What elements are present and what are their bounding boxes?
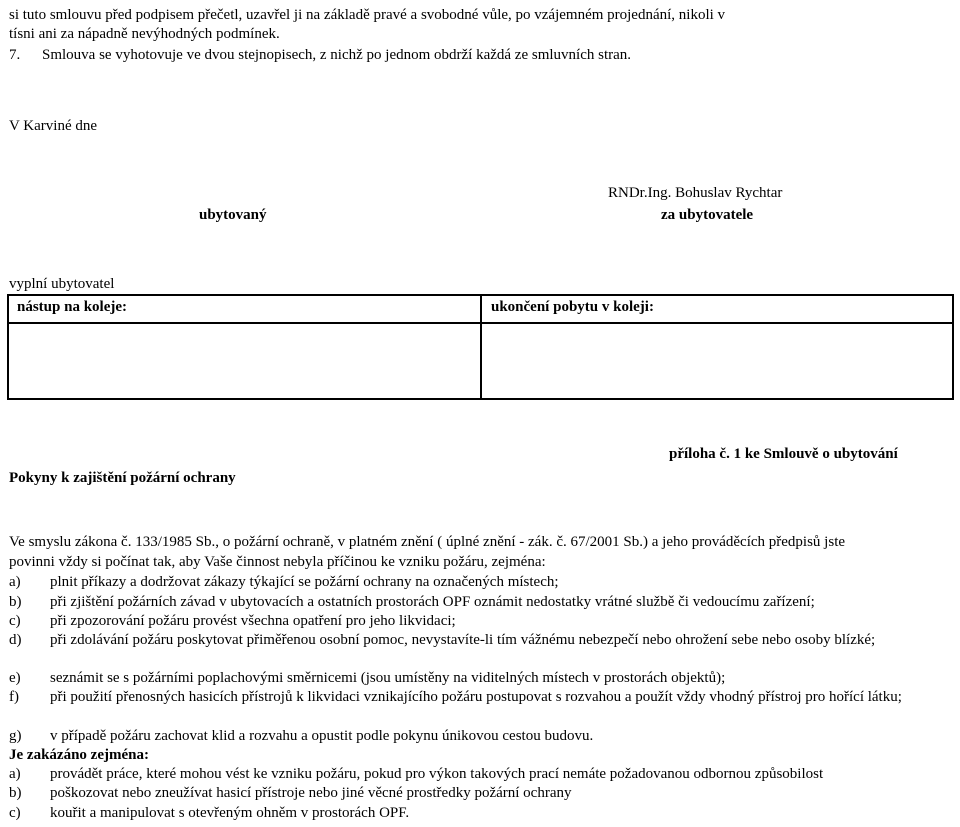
list-item xyxy=(9,727,954,746)
list-item xyxy=(9,631,954,650)
list-item-letter: d) xyxy=(9,632,22,648)
signature-label-landlord: za ubytovatele xyxy=(661,207,754,223)
signature-label-tenant: ubytovaný xyxy=(199,207,267,223)
list-item-text: při použití přenosných hasicích přístrojů k likvidaci vznikajícího požáru postupovat s rozvahou a použít vždy vhodný přístroj pro hořící látku; xyxy=(50,689,902,705)
list-item-letter: a) xyxy=(9,766,21,782)
list-item-letter: e) xyxy=(9,670,21,686)
list-item-letter: g) xyxy=(9,728,22,744)
list-item-text: plnit příkazy a dodržovat zákazy týkající se požární ochrany na označených místech; xyxy=(50,574,559,590)
paragraph-continuation-line: tísni ani za nápadně nevýhodných podmínek. xyxy=(9,26,280,42)
list-item xyxy=(9,784,954,803)
list-item xyxy=(9,669,954,688)
list-item-text: při zdolávání požáru poskytovat přiměřenou osobní pomoc, nevystavíte-li tím vážnému nebezpečí nebo ohrožení sebe nebo osoby blízké; xyxy=(50,632,876,648)
form-header-departure: ukončení pobytu v koleji: xyxy=(491,299,654,315)
attachment-label: příloha č. 1 ke Smlouvě o ubytování xyxy=(669,446,898,462)
list-item xyxy=(9,612,954,631)
clause-number: 7. xyxy=(9,47,21,63)
list-item xyxy=(9,688,954,707)
form-caption: vyplní ubytovatel xyxy=(9,276,115,292)
place-date-line: V Karviné dne xyxy=(9,118,98,134)
list-item-text: provádět práce, které mohou vést ke vzniku požáru, pokud pro výkon takových prací nemáte požadovanou odbornou způsobilost xyxy=(50,766,824,782)
fire-intro-line: Ve smyslu zákona č. 133/1985 Sb., o požární ochraně, v platném znění ( úplné znění - zák. č. 67/2001 Sb.) a jeho prováděcích předpisů jste xyxy=(9,534,846,550)
list-item-text: poškozovat nebo zneužívat hasicí přístroje nebo jiné věcné prostředky požární ochrany xyxy=(50,785,572,801)
fire-intro-line: povinni vždy si počínat tak, aby Vaše činnost nebyla příčinou ke vzniku požáru, zejména: xyxy=(9,554,546,570)
departure-entry-cell[interactable] xyxy=(483,324,952,398)
list-item xyxy=(9,804,954,823)
clause-text: Smlouva se vyhotovuje ve dvou stejnopisech, z nichž po jednom obdrží každá ze smluvních stran. xyxy=(42,47,632,63)
list-item-text: v případě požáru zachovat klid a rozvahu a opustit podle pokynu únikovou cestou budovu. xyxy=(50,728,594,744)
list-item-letter: f) xyxy=(9,689,19,705)
signatory-name: RNDr.Ing. Bohuslav Rychtar xyxy=(608,185,783,201)
list-item-text: seznámit se s požárními poplachovými směrnicemi (jsou umístěny na viditelných místech v prostorách objektů); xyxy=(50,670,726,686)
list-item xyxy=(9,593,954,612)
list-item-text: při zjištění požárních závad v ubytovacích a ostatních prostorách OPF oznámit nedostatky vrátné službě či vedoucímu zařízení; xyxy=(50,594,815,610)
list-item xyxy=(9,765,954,784)
forbidden-title: Je zakázáno zejména: xyxy=(9,747,149,763)
list-item-letter: b) xyxy=(9,785,22,801)
paragraph-continuation-line: si tuto smlouvu před podpisem přečetl, uzavřel ji na základě pravé a svobodné vůle, po vzájemném projednání, nikoli v xyxy=(9,7,726,23)
list-item xyxy=(9,573,954,592)
form-column-divider xyxy=(480,296,482,398)
accommodation-form-box xyxy=(7,294,954,400)
list-item-letter: c) xyxy=(9,805,21,821)
form-header-arrival: nástup na koleje: xyxy=(17,299,128,315)
list-item-letter: a) xyxy=(9,574,21,590)
arrival-entry-cell[interactable] xyxy=(9,324,479,398)
list-item-letter: c) xyxy=(9,613,21,629)
list-item-text: kouřit a manipulovat s otevřeným ohněm v prostorách OPF. xyxy=(50,805,410,821)
list-item-text: při zpozorování požáru provést všechna opatření pro jeho likvidaci; xyxy=(50,613,456,629)
fire-section-title: Pokyny k zajištění požární ochrany xyxy=(9,470,236,486)
list-item-letter: b) xyxy=(9,594,22,610)
